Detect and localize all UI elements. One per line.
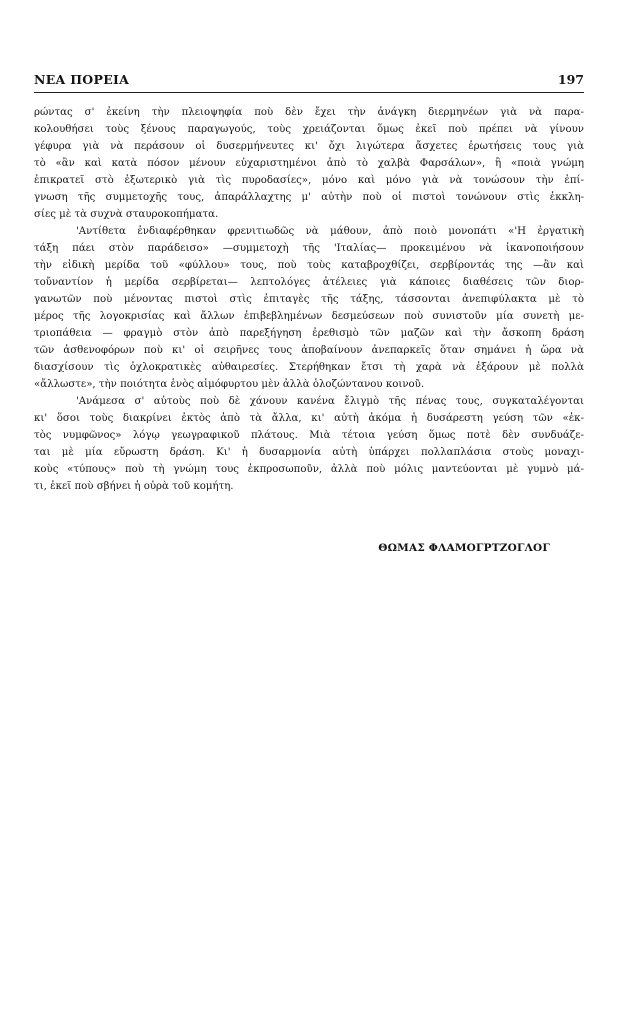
text-line: 'Ανάμεσα σ' αὐτοὺς ποὺ δὲ χάνουν κανένα ἔλιγμὸ τῆς πένας τους, συγκαταλέγονται: [76, 396, 584, 407]
text-line: κοὺς «τύπους» ποὺ τὴ γνώμη τους ἐκπροσωποῦν, ἀλλὰ ποὺ μόλις μαντεύονται μὲ γυμνὸ μά-: [34, 464, 584, 475]
text-line: γνωση τῆς συμμετοχῆς τους, ἀπαράλλαχτης μ' αὐτὴν ποὺ οἱ πιστοὶ τονώνουν στὶς ἐκκλη-: [34, 192, 584, 203]
article-body: [34, 104, 584, 495]
text-line: τῶν ἀσθενοφόρων ποὺ κι' οἱ σειρῆνες τους ἀποβαίνουν ἀνεπαρκεῖς ὅταν σημάνει ἡ ὥρα νὰ: [34, 345, 584, 356]
text-line: μέρος τῆς λογοκρισίας καὶ ἄλλων ἐπιβεβλημένων δεσμεύσεων ποὺ συνιστοῦν μία συνετὴ με-: [34, 311, 584, 322]
text-line: ρώντας σ' ἐκείνη τὴν πλειοψηφία ποὺ δὲν ἔχει τὴν ἀνάγκη διερμηνέων γιὰ νὰ παρα-: [34, 107, 584, 118]
author-signature: ΘΩΜΑΣ ΦΛΑΜΟΓΡΤΖΟΓΛΟΓ: [378, 542, 550, 554]
text-line: κι' ὅσοι τοὺς διακρίνει ἐκτὸς ἀπὸ τὰ ἄλλα, κι' αὐτὴ ἀκόμα ἡ δυσάρεστη γεύση τῶν «ἐκ-: [34, 413, 584, 424]
page-number: 197: [557, 72, 584, 87]
text-line: 'Αντίθετα ἐνδιαφέρθηκαν φρενιτιωδῶς νὰ μάθουν, ἀπὸ ποιὸ μονοπάτι «'Η ἐργατικὴ: [76, 226, 584, 237]
text-line: σίες μὲ τὰ συχνὰ σταυροκοπήματα.: [34, 209, 219, 220]
text-line: τὴν εἰδικὴ μερίδα τοῦ «φύλλου» τους, ποὺ τοὺς καταβροχθίζει, σερβίροντάς της —ἂν καὶ: [34, 260, 584, 271]
text-line: διασχίσουν τὶς ὀχλοκρατικὲς αὐθαιρεσίες. Στερήθηκαν ἔτσι τὴ χαρὰ νὰ ἐξάρουν μὲ πολλὰ: [34, 362, 584, 373]
header-rule: [34, 92, 584, 93]
text-line: τὸς νυμφῶνος» λόγῳ γεωγραφικοῦ πλάτους. Μιὰ τέτοια γεύση ὅμως ποτὲ δὲν συνδυάζε-: [34, 430, 584, 441]
text-line: τοὔναντίον ἡ μερίδα σερβίρεται— λεπτολόγες ἀτέλειες γιὰ κάποιες διαθέσεις τῶν διορ-: [34, 277, 584, 288]
text-line: τριοπάθεια — φραγμὸ στὸν ἀπὸ παρεξήγηση ἐρεθισμὸ τῶν μαζῶν καὶ τὴν ἄσκοπη δράση: [34, 328, 584, 339]
text-line: ἐπικρατεῖ στὸ ἐξωτερικὸ γιὰ τὶς πυροδασίες», μόνο καὶ μόνο γιὰ νὰ τονώσουν τὴν ἐπί-: [34, 175, 584, 186]
text-line: ται μὲ μία εὔρωστη δράση. Κι' ἡ δυσαρμονία αὐτὴ ὑπάρχει πολλαπλάσια στοὺς μοναχι-: [34, 447, 584, 458]
text-line: κολουθήσει τοὺς ξένους παραγωγούς, τοὺς χρειάζονται ὅμως ἐκεῖ ποὺ πρέπει νὰ γίνουν: [34, 124, 584, 135]
text-line: τὸ «ἂν καὶ κατὰ πόσον μένουν εὐχαριστημένοι ἀπὸ τὸ χαλβὰ Φαρσάλων», ἢ «ποιὰ γνώμη: [34, 158, 584, 169]
text-line: γέφυρα γιὰ νὰ περάσουν οἱ δυσερμήνευτες κι' ὄχι λιγώτερα ἄσχετες ἐρωτήσεις τους γιὰ: [34, 141, 584, 152]
text-line: «ἄλλωστε», τὴν ποιότητα ἑνὸς αἱμόφυρτου μὲν ἀλλὰ ὁλοζώντανου κοινοῦ.: [34, 379, 425, 390]
text-line: τάξη πάει στὸν παράδεισο» —συμμετοχὴ τῆς 'Ιταλίας— προκειμένου νὰ ἱκανοποιήσουν: [34, 243, 584, 254]
text-line: γανωτῶν ποὺ μένοντας πιστοὶ στὶς ἐπιταγὲς τῆς τάξης, τάσσονται ἀνεπιφύλακτα μὲ τὸ: [34, 294, 584, 305]
running-header: [34, 72, 584, 90]
journal-title: ΝΕΑ ΠΟΡΕΙΑ: [34, 72, 130, 87]
text-line: τι, ἐκεῖ ποὺ σβήνει ἡ οὐρὰ τοῦ κομήτη.: [34, 481, 234, 492]
